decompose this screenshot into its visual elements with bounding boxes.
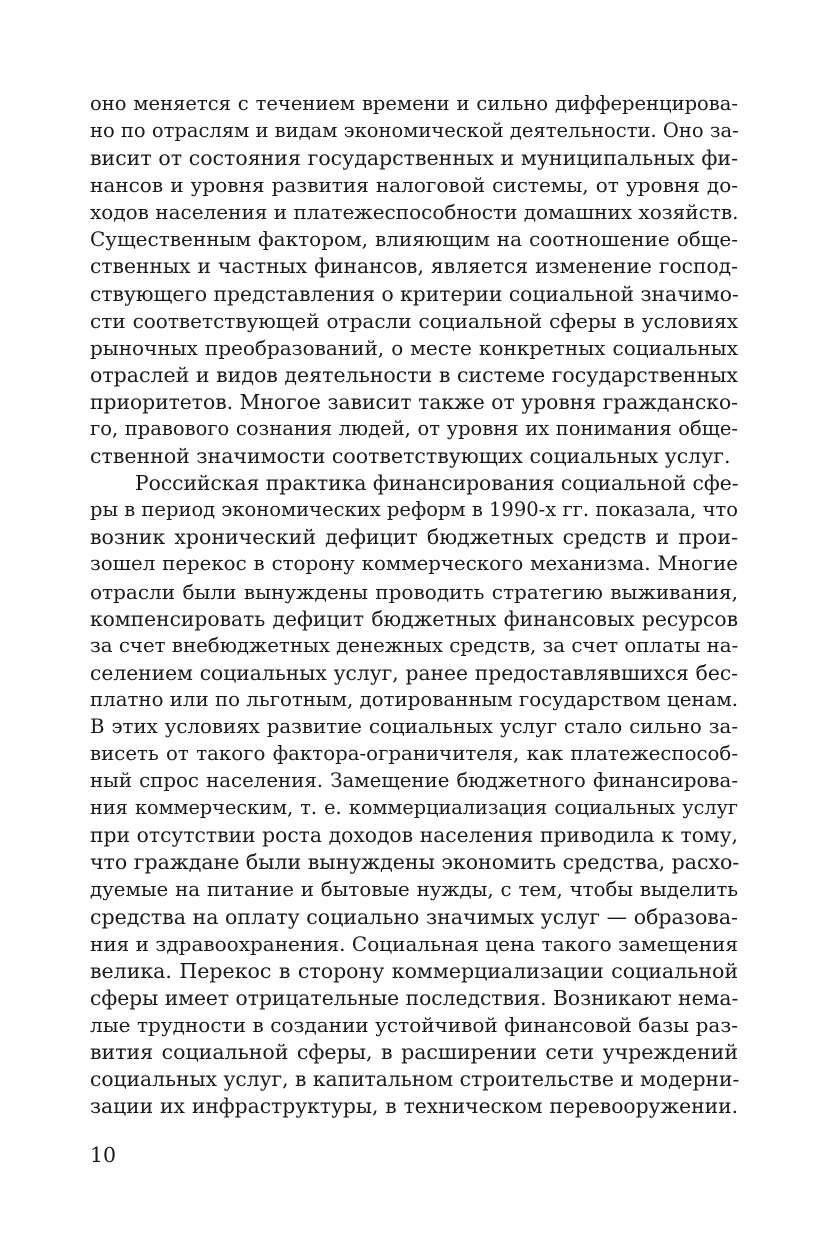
paragraph-2-line: ния и здравоохранения. Социальная цена такого замещения: [90, 932, 738, 956]
paragraph-2-line: зации их инфраструктуры, в техническом перевооружении.: [90, 1094, 738, 1118]
paragraph-2-line: платно или по льготным, дотированным государством ценам.: [90, 688, 738, 711]
paragraph-2-line: дуемые на питание и бытовые нужды, с тем, чтобы выделить: [90, 878, 738, 901]
paragraph-1-line: ственной значимости соответствующих социальных услуг.: [90, 444, 731, 468]
paragraph-2-line: компенсировать дефицит бюджетных финансовых ресурсов: [90, 607, 738, 631]
paragraph-2-line: ры в период экономических реформ в 1990-х гг. показала, что: [90, 498, 738, 521]
paragraph-2-line: В этих условиях развитие социальных услуг стало сильно за-: [90, 715, 738, 738]
paragraph-2-line: зошел перекос в сторону коммерческого механизма. Многие: [90, 552, 738, 575]
paragraph-1-line: висит от состояния государственных и муниципальных фи-: [90, 146, 738, 170]
paragraph-2-line: вития социальной сферы, в расширении сети учреждений: [90, 1040, 738, 1064]
paragraph-1-line: го, правового сознания людей, от уровня их понимания обще-: [90, 417, 738, 440]
paragraph-2-line: Российская практика финансирования социальной сфе-: [135, 471, 739, 495]
paragraph-2-line: лые трудности в создании устойчивой финансовой базы раз-: [90, 1013, 738, 1037]
paragraph-2-line: возник хронический дефицит бюджетных средств и прои-: [90, 525, 738, 549]
paragraph-2-line: велика. Перекос в сторону коммерциализации социальной: [90, 959, 738, 983]
paragraph-2-line: отрасли были вынуждены проводить стратегию выживания,: [90, 580, 738, 604]
paragraph-2-line: висеть от такого фактора-ограничителя, как платежеспособ-: [90, 742, 738, 765]
paragraph-2-line: за счет внебюджетных денежных средств, за счет оплаты на-: [90, 634, 739, 657]
page-number: 10: [90, 1143, 117, 1167]
paragraph-2-line: ный спрос населения. Замещение бюджетного финансирова-: [90, 769, 738, 792]
paragraph-1-line: Существенным фактором, влияющим на соотношение обще-: [90, 227, 738, 251]
paragraph-1-line: нансов и уровня развития налоговой системы, от уровня до-: [90, 173, 738, 197]
paragraph-1-line: оно меняется с течением времени и сильно дифференцирова-: [90, 92, 738, 115]
paragraph-1-line: ходов населения и платежеспособности домашних хозяйств.: [90, 200, 739, 224]
paragraph-1-line: приоритетов. Многое зависит также от уровня гражданско-: [90, 390, 738, 414]
paragraph-2-line: селением социальных услуг, ранее предоставлявшихся бес-: [90, 661, 738, 685]
paragraph-1-line: отраслей и видов деятельности в системе государственных: [90, 363, 738, 387]
paragraph-1-line: сти соответствующей отрасли социальной сферы в условиях: [90, 309, 738, 333]
paragraph-2-line: сферы имеет отрицательные последствия. Возникают нема-: [90, 986, 739, 1010]
paragraph-2-line: социальных услуг, в капитальном строительстве и модерни-: [90, 1067, 740, 1091]
paragraph-2-line: средства на оплату социально значимых услуг — образова-: [90, 905, 738, 929]
paragraph-2-line: при отсутствии роста доходов населения приводила к тому,: [90, 823, 738, 847]
paragraph-2-line: что граждане были вынуждены экономить средства, расхо-: [90, 850, 740, 874]
paragraph-2-line: ния коммерческим, т. е. коммерциализация социальных услуг: [90, 796, 738, 819]
paragraph-1-line: ствующего представления о критерии социальной значимо-: [90, 282, 739, 306]
paragraph-1-line: ственных и частных финансов, является изменение господ-: [90, 254, 738, 278]
paragraph-1-line: но по отраслям и видам экономической деятельности. Оно за-: [90, 119, 739, 142]
paragraph-1-line: рыночных преобразований, о месте конкретных социальных: [90, 336, 738, 360]
